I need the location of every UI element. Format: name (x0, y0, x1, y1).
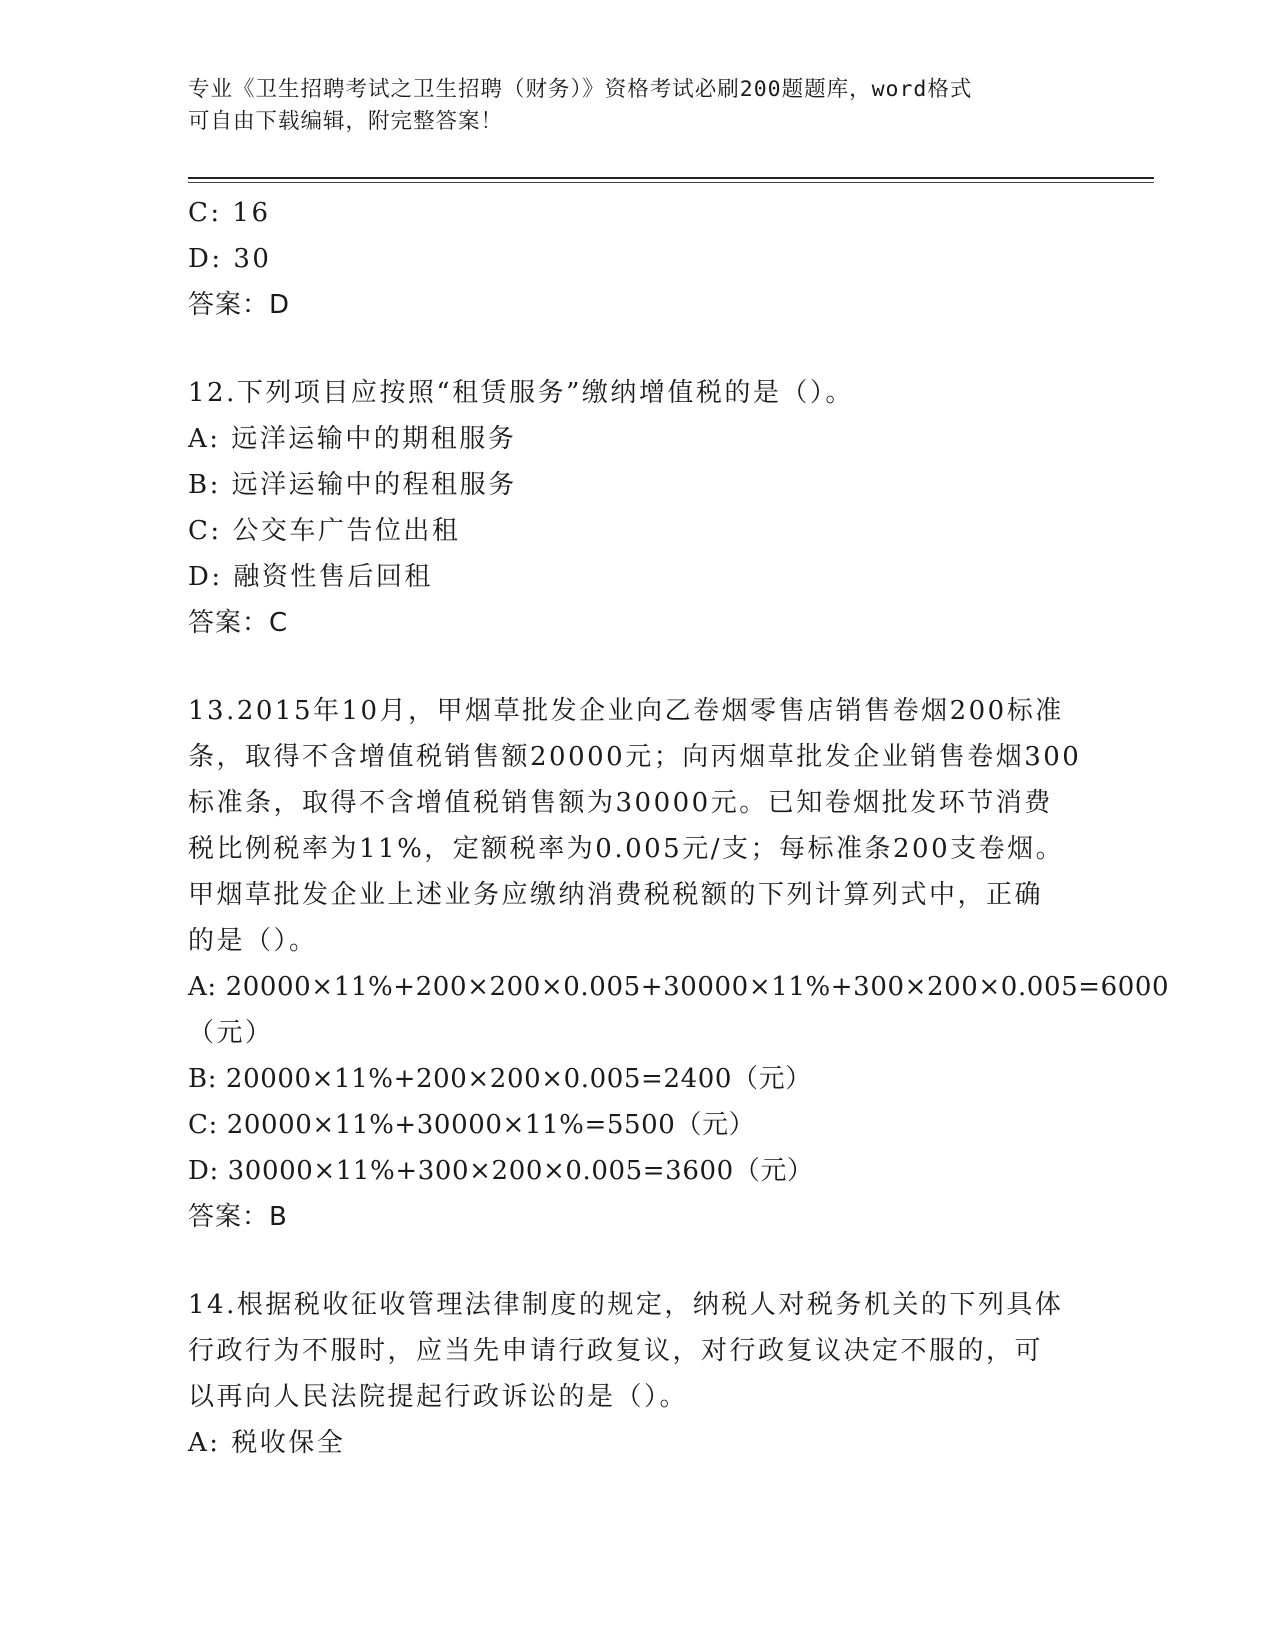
spacer (188, 646, 1088, 688)
q11-answer: 答案：D (188, 290, 291, 320)
q13-stem-line: 甲烟草批发企业上述业务应缴纳消费税税额的下列计算列式中，正确 (188, 880, 1044, 910)
q12-option-b: B: 远洋运输中的程租服务 (188, 470, 517, 500)
q12-option-a: A: 远洋运输中的期租服务 (188, 424, 517, 454)
q13-answer: 答案：B (188, 1202, 288, 1232)
q13-stem-line: 税比例税率为11%，定额税率为0.005元/支；每标准条200支卷烟。 (188, 834, 1065, 864)
q12-stem: 12.下列项目应按照“租赁服务”缴纳增值税的是（）。 (188, 378, 854, 408)
spacer (188, 1240, 1088, 1282)
header-title-line-2: 可自由下载编辑，附完整答案！ (188, 109, 504, 134)
q11-option-d: D: 30 (188, 244, 272, 274)
q13-stem-line: 标准条，取得不含增值税销售额为30000元。已知卷烟批发环节消费 (188, 788, 1053, 818)
document-header (188, 74, 1068, 138)
q13-stem-line: 的是（）。 (188, 926, 318, 956)
spacer (188, 328, 1088, 370)
q14-option-a: A: 税收保全 (188, 1428, 346, 1458)
q12-answer: 答案：C (188, 608, 289, 638)
header-divider (188, 177, 1154, 179)
q11-option-c: C: 16 (188, 198, 271, 228)
q13-option-b: B: 20000×11%+200×200×0.005=2400（元） (188, 1064, 812, 1094)
header-title-line-1: 专业《卫生招聘考试之卫生招聘（财务）》资格考试必刷200题题库，word格式 (188, 77, 973, 102)
q12-option-c: C: 公交车广告位出租 (188, 516, 461, 546)
q13-option-c: C: 20000×11%+30000×11%=5500（元） (188, 1110, 756, 1140)
q13-option-d: D: 30000×11%+300×200×0.005=3600（元） (188, 1156, 814, 1186)
q14-stem-line: 14.根据税收征收管理法律制度的规定，纳税人对税务机关的下列具体 (188, 1290, 1064, 1320)
q12-option-d: D: 融资性售后回租 (188, 562, 433, 592)
question-content (188, 190, 1170, 1466)
q13-stem-line: 条，取得不含增值税销售额20000元；向丙烟草批发企业销售卷烟300 (188, 742, 1082, 772)
q13-option-a-continued: （元） (188, 1018, 274, 1048)
q13-stem-line: 13.2015年10月，甲烟草批发企业向乙卷烟零售店销售卷烟200标准 (188, 696, 1064, 726)
header-divider-thin (188, 182, 1154, 183)
q14-stem-line: 以再向人民法院提起行政诉讼的是（）。 (188, 1382, 689, 1412)
q13-option-a: A: 20000×11%+200×200×0.005+30000×11%+300×200×0.005=6000 (188, 972, 1170, 1002)
q14-stem-line: 行政行为不服时，应当先申请行政复议，对行政复议决定不服的，可 (188, 1336, 1044, 1366)
